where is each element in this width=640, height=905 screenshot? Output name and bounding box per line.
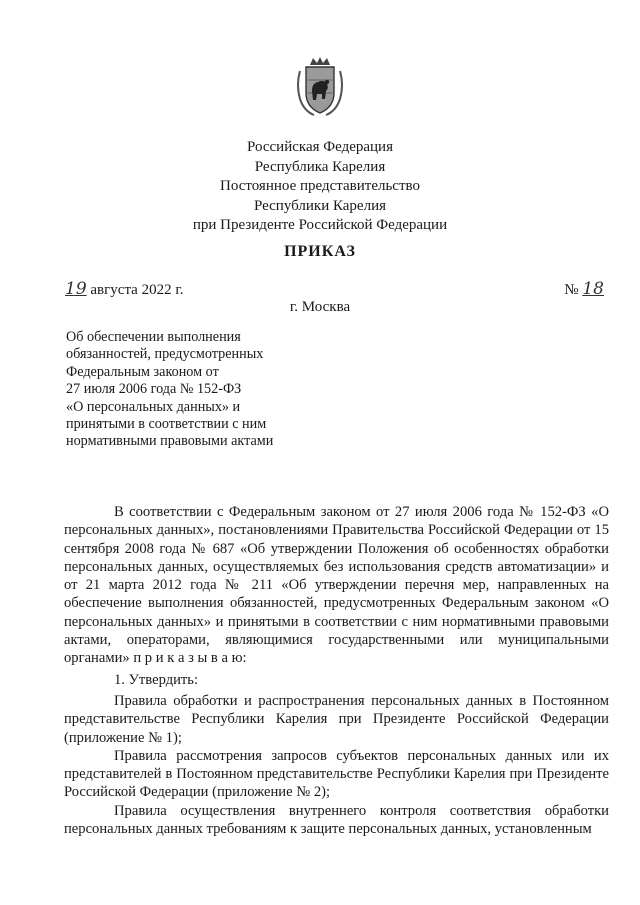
authority-line: при Президенте Российской Федерации	[192, 217, 448, 233]
subject-line: обязанностей, предусмотренных	[66, 346, 264, 363]
authority-line: Постоянное представительство	[220, 178, 420, 194]
order-word: п р и к а з ы в а ю:	[133, 650, 247, 667]
item-1: 1. Утвердить:	[114, 671, 199, 688]
preamble-text: В соответствии с Федеральным законом от 27 июля 2006 года № 152-ФЗ «О персональных данных», постановлениями Правительства Российской Федерации от 15 сентября 2008 года № 687 «Об утверждении Положения об особенностях обработки персональных данных, осуществляемых без использования средств автоматизации» и от 21 марта 2012 года № 211 «Об утверждении перечня мер, направленных на обеспечение выполнения обязанностей, предусмотренных Федеральным законом «О персональных данных» и принятыми в соответствии с ним нормативными правовыми актами, операторами, являющимися государственными или муниципальными органами»	[64, 504, 609, 667]
authority-line: Республики Карелия	[253, 197, 387, 214]
rule-paragraph-3: Правила осуществления внутреннего контроля соответствия обработки персональных данных требованиям к защите персональных данных, установленным	[64, 802, 609, 838]
document-city: г. Москва	[289, 299, 351, 315]
document-body	[64, 503, 609, 838]
handwritten-number: 18	[582, 279, 604, 299]
handwritten-day: 19	[65, 279, 87, 299]
document-number	[564, 279, 604, 299]
number-prefix: №	[564, 282, 579, 298]
rule-paragraph-2: Правила рассмотрения запросов субъектов персональных данных или их представителей в Постоянном представительстве Республики Карелия при Президенте Российской Федерации (приложение № 2);	[64, 747, 609, 801]
rule-paragraph-1: Правила обработки и распространения персональных данных в Постоянном представительстве Республики Карелия при Президенте Российской Федерации (приложение № 1);	[64, 692, 609, 746]
document-title: ПРИКАЗ	[284, 243, 356, 260]
subject-line: Об обеспечении выполнения	[66, 329, 241, 345]
issuing-authority	[0, 138, 640, 236]
document-date	[65, 279, 184, 299]
subject-line: нормативными правовыми актами	[66, 433, 274, 450]
authority-line: Российская Федерация	[247, 139, 393, 155]
subject-line: 27 июля 2006 года № 152-ФЗ	[66, 381, 242, 398]
authority-line: Республика Карелия	[254, 158, 386, 175]
date-rest: августа 2022 г.	[90, 282, 184, 298]
subject-line: принятыми в соответствии с ним	[66, 416, 267, 433]
subject-line: Федеральным законом от	[66, 363, 219, 380]
preamble-paragraph	[64, 503, 609, 668]
karelia-coat-of-arms-icon	[294, 55, 346, 119]
subject-line: «О персональных данных» и	[66, 398, 241, 415]
document-subject	[66, 329, 306, 451]
